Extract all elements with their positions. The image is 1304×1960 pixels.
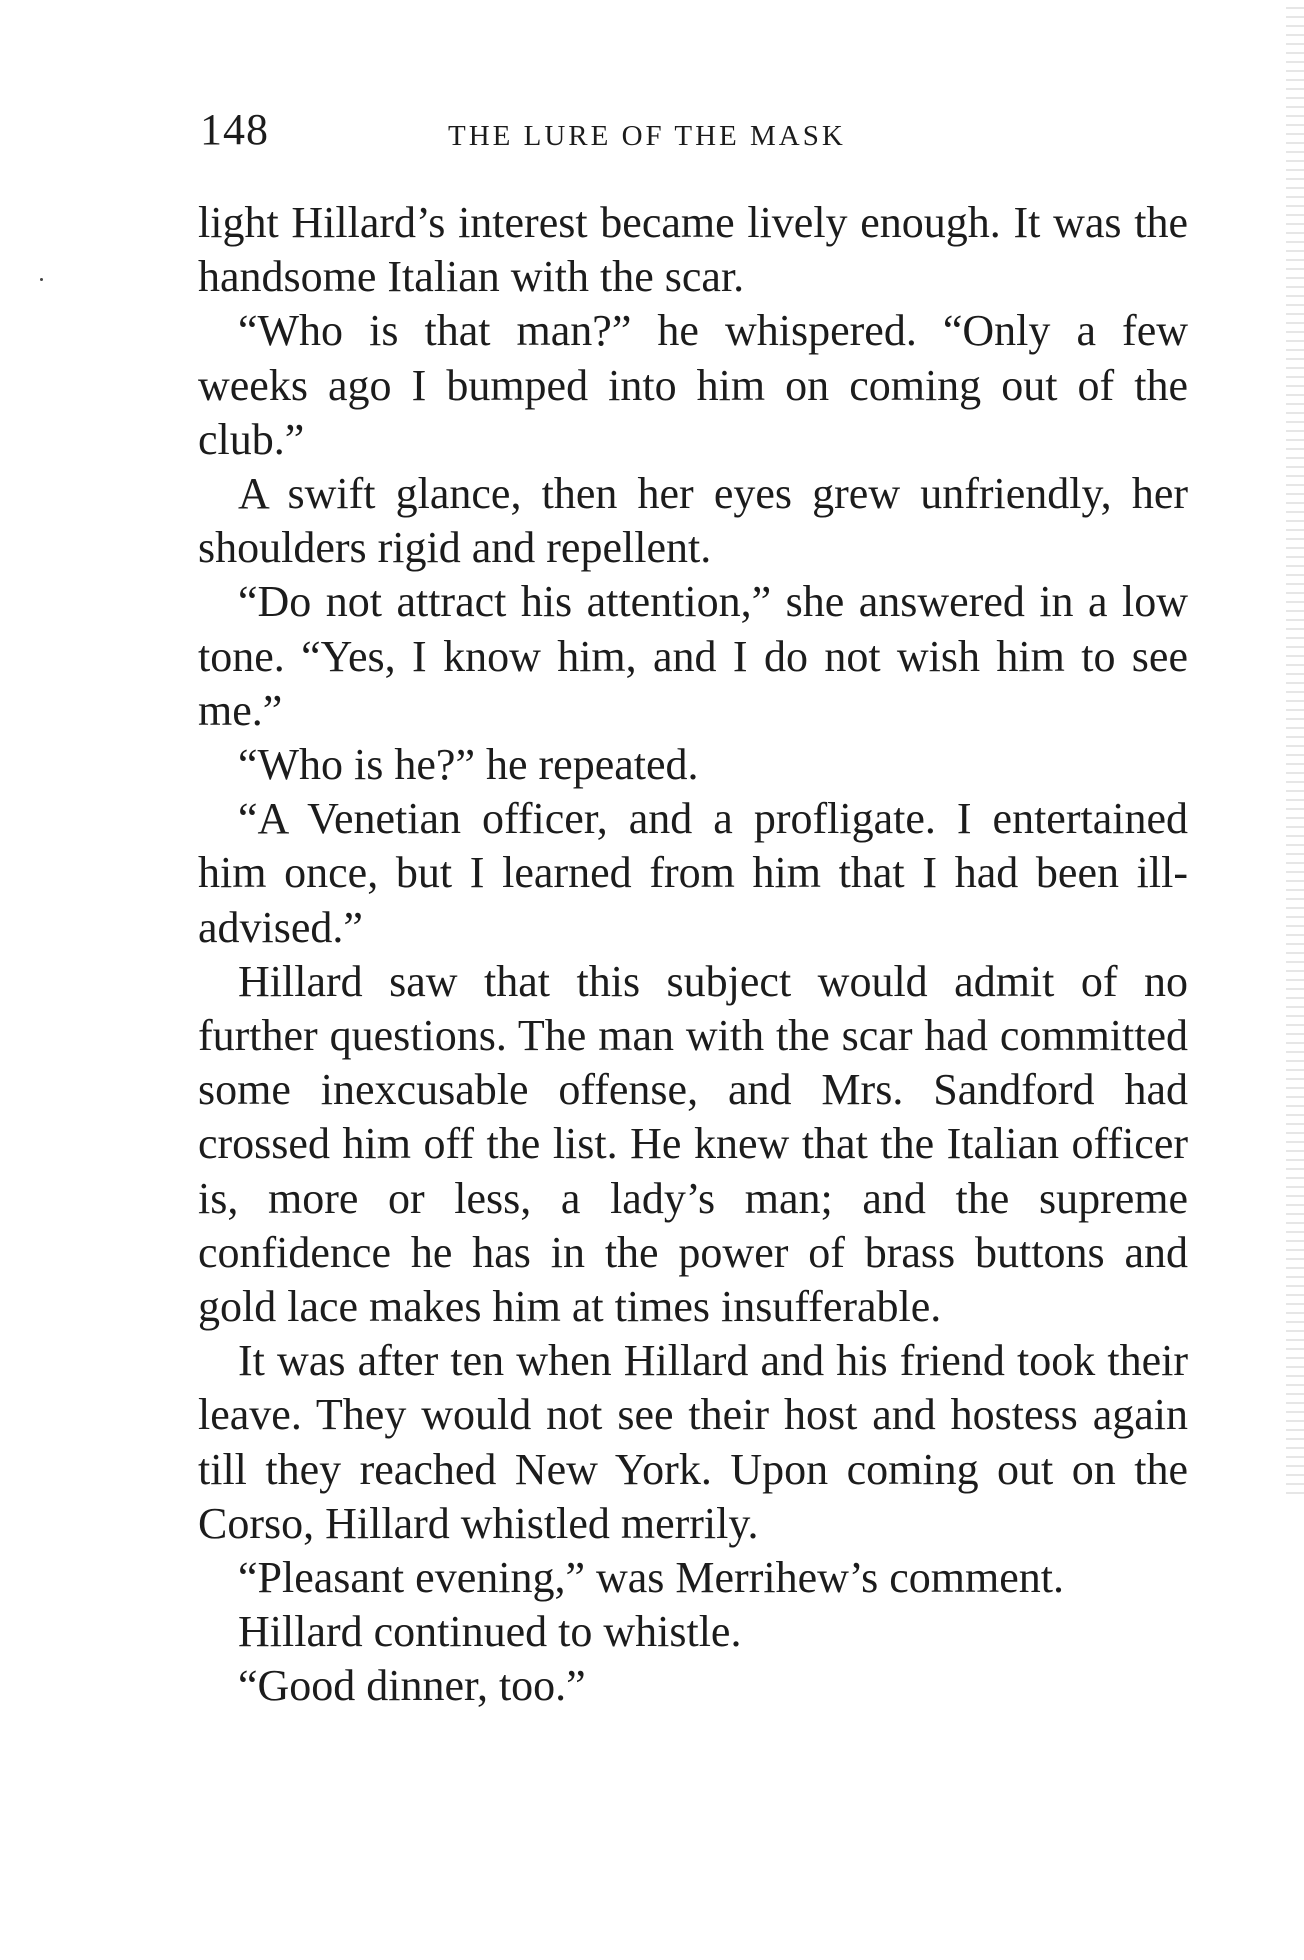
paragraph: “Who is that man?” he whispered. “Only a few weeks ago I bumped into him on coming out of the club.”	[198, 306, 1188, 464]
page-edge-shadow	[1286, 0, 1304, 1500]
running-head: THE LURE OF THE MASK	[448, 120, 846, 152]
paragraph: A swift glance, then her eyes grew unfriendly, her shoulders rigid and repellent.	[198, 469, 1188, 573]
page-header	[200, 100, 1190, 160]
paragraph-continuation: light Hillard’s interest became lively enough. It was the handsome Italian with the scar.	[198, 198, 1188, 302]
paragraph: “Pleasant evening,” was Merrihew’s comment.	[238, 1553, 1064, 1603]
paragraph: Hillard saw that this subject would admit of no further questions. The man with the scar had committed some inexcusable offense, and Mrs. Sandford had crossed him off the list. He knew that the Italian officer is, more or less, a lady’s man; and the supreme confidence he has in the power of brass buttons and gold lace makes him at times insufferable.	[198, 956, 1188, 1332]
paragraph: “Good dinner, too.”	[238, 1661, 586, 1711]
paragraph: “Do not attract his attention,” she answered in a low tone. “Yes, I know him, and I do not wish him to see me.”	[198, 577, 1188, 735]
page-number: 148	[200, 105, 269, 154]
stray-ink-mark	[40, 278, 43, 281]
paragraph: “Who is he?” he repeated.	[238, 740, 699, 790]
paragraph: It was after ten when Hillard and his friend took their leave. They would not see their host and hostess again till they reached New York. Upon coming out on the Corso, Hillard whistled merrily.	[198, 1336, 1188, 1548]
body-text	[198, 196, 1188, 1714]
paragraph: Hillard continued to whistle.	[238, 1607, 742, 1657]
paragraph: “A Venetian officer, and a profligate. I entertained him once, but I learned from him that I had been ill-advised.”	[198, 794, 1188, 952]
